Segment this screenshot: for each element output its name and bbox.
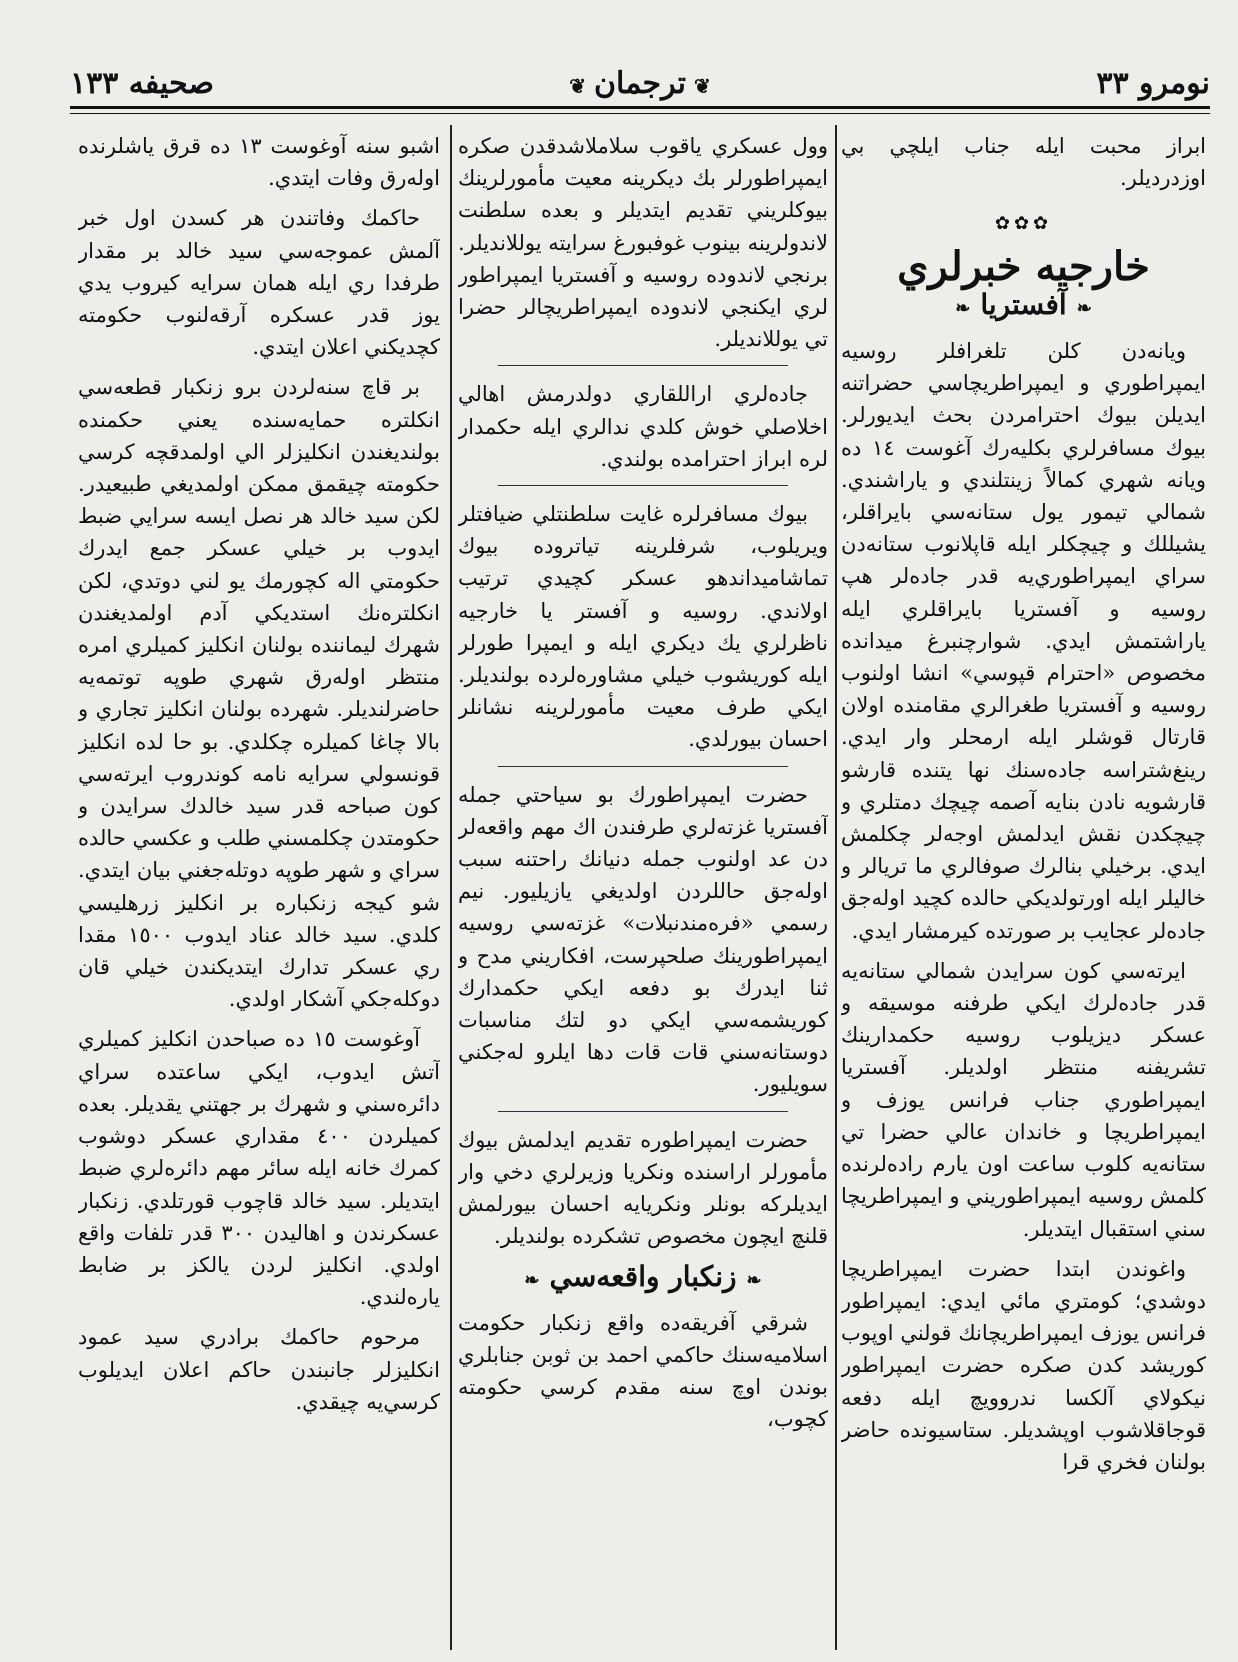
column-divider [835,125,837,1650]
article-paragraph: آوغوست ١٥ ده صباحدن انكليز كميلري آتش ايدوب، ايكي ساعتده سراي دائره‌سني و شهرك بر جهتني يقديلر. بعده كميلردن ٤٠٠ مقداري عسكر دوشوب كمرك خانه ايله سائر مهم دائره‌لري ضبط ايتديلر. سيد خالد قاچوب قورتلدي. زنكبار عسكرندن و اهاليدن ٣٠٠ قدر تلفات واقع اولدي. انكليز لردن يالكز بر ضابط ياره‌لندي. [78,1027,440,1310]
middle-column [458,130,828,1650]
paragraph-separator [498,1111,788,1112]
ornament-icon: ❦ [569,74,587,98]
article-paragraph: حضرت ايمپراطوره تقديم ايدلمش بيوك مأمورلر اراسنده ونكريا وزيرلري دخي وار ايديلركه بونلر ونكريايه احسان بيورلمش قلنچ ايچون مخصوص تشكرده بولنديلر. [458,1127,828,1249]
issue-number: نومرو ٣٣ [1096,66,1210,101]
article-paragraph: وول عسكري ياقوب سلاملاشدقدن صكره ايمپراطورلر بك ديكرينه معيت مأمورلرينك بيوكلريني تقديم ايتديلر و بعده سلطنت لاندولرينه بينوب غوفبورغ سرايته يوللانديلر. برنجي لاندوده روسيه و آفستريا ايمپراطور لري ايكنجي لاندوده ايمپراطريچالر حضرا تي يوللانديلر. [458,134,828,352]
article-paragraph: جاده‌لري اراللقاري دولدرمش اهالي اخلاصلي خوش كلدي ندالري ايله حكمدار لره ابراز احترامده بولندي. [458,382,828,471]
article-paragraph: ويانه‌دن كلن تلغرافلر روسيه ايمپراطوري و ايمپراطريچاسي حضراتنه ايديلن بيوك احترامردن بحث ايديورلر. بيوك مسافرلري بكليه‌رك آغوست ١٤ ده ويانه شهري كمالاً زينتلندي و ياراشندي. شمالي تيمور يول ستانه‌سي بايراقلر، يشيللك و چيچكلر ايله قا‌پلانوب ستانه‌دن سراي ايمپراطوري‌يه قدر جاده‌لر هپ روسيه و آفستريا بايراقلري ايله ياراشتمش ايدي. شوارچنبرغ ميدانده مخصوص «احترام قپوسي» انشا اولنوب روسيه و آفستريا طغرالري مقامنده اولان قارتال قوشلر ايله ارمحلر وار ايدي. رينغ‌شتراسه جاده‌سنك نها يتنده قارشو قارشويه نادن بنايه آصمه چيچك دمتلري و چيچكدن نقش ايدلمش اوجه‌لر چكلمش ايدي. برخيلي بنالرك صوفالري ما تريالر و خاليلر ايله اورتولديكي حالده كچيد اوله‌جق جاده‌لر عجايب بر صورتده كيرمشار ايدي. [841,339,1206,943]
article-paragraph: بر قاچ سنه‌لردن برو زنكبار قطعه‌سي انكلتره حمايه‌سنده يعني حكمنده بولنديغندن انكليزلر الي اولمدقچه كرسي حكومته چيقمق ممكن اولمديغي طبيعيدر. لكن سيد خالد هر نصل ايسه سرايي ضبط ايدوب بر خيلي عسكر جمع ايدرك حكومتي اله كچورمك يو لني دوتدي، لكن انكلتره‌نك استديكي آدم اولمديغندن شهرك ليماننده بولنان انكليز كميلري امره منتظر اوله‌رق شهري طوپه توتمه‌يه حاضرلنديلر. شهرده بولنان انكليز تجاري و بالا چاغا كميلره چكلدي. بو حا لده انكليز قونسولي سرايه نامه كوندروب ايرته‌سي كون صباحه قدر سيد خالدك سرايدن و حكومتدن چكلمسني طلب و عكسي حالده سراي و شهر طوپه دوتله‌جغني بيان ايتدي. شو كيجه زنكباره بر انكليز زرهليسي كلدي. سيد خالد عناد ايدوب ١٥٠٠ مقدا ري عسكر تدارك ايتديكندن خيلي قان دو‌كله‌جكي آشكار اولدي. [78,375,440,1012]
paragraph-separator [498,365,788,366]
ornament-icon: ❧ [746,1269,762,1291]
page-number: صحيفه ١٣٣ [70,66,214,101]
article-paragraph: شرقي آفريقه‌ده واقع زنكبار حكومت اسلاميه‌سنك حاكمي احمد بن ثوبن جنابلري بوندن اوچ سنه مقدم كرسي حكومته كچوب، [458,1310,828,1432]
article-paragraph: ايرته‌سي كون سرايدن شمالي ستانه‌يه قدر جاده‌لرك ايكي طرفنه موسيقه و عسكر ديزيلوب روسيه حكمدارينك تشريفنه منتظر اولديلر. آفستريا ايمپراطوري جناب فرانس يوزف و ايمپراطريچا و خاندان عالي حضرا تي ستانه‌يه كلوب ساعت اون يارم راده‌لرنده كلمش روسيه ايمپراطوريني و ايمپراطريچا سني استقبال ايتديلر. [841,958,1206,1241]
left-column [78,130,440,1650]
newspaper-title [561,66,719,101]
ornament-icon: ❧ [955,297,971,319]
column-divider [450,125,452,1650]
header-rule-thin [70,113,1210,114]
subsection-title-text: زنكبار واقعه‌سي [549,1259,737,1293]
article-paragraph: واغوندن ابتدا حضرت ايمپراطريچا دو‌شدي؛ كومتري مائي ايدي: ايمپراطور فرانس يوزف ايمپراطريچانك قولني اوپوب كوريشد كدن صكره حضرت ايمپراطور نيكولاي آلكسا ندروويچ ايله دفعه قوجاقلاشوب او‌پشديلر. ستاسيونده حاضر بولنان فخري قرا [841,1256,1206,1474]
intro-text: ابراز محبت ايله جناب ايلچي بي اوزدرديلر. [841,134,1206,191]
article-paragraph: بيوك مسافرلره غايت سلطنتلي ضيافتلر ويريلوب، شرفلرينه تياتروده بيوك تماشاميداندهو عسكر كچيدي ترتيب اولاندي. روسيه و آفستر يا خارجيه ناظرلري يك ديكري ايله و ايمپرا طورلر ايله كوريشوب خيلي مشاوره‌لرده بولنديلر. ايكي طرف معيت مأمورلرينه نشانلر احسان بيورلدي. [458,502,828,752]
article-paragraph: حاكمك وفاتندن هر كسدن اول خبر آلمش عموجه‌سي سيد خالد بر مقدار طرفدا ري ايله همان سرايه كيروب يدي يوز قدر عسكره آرقه‌لنوب حكومته كچديكني اعلان ايتدي. [78,206,440,360]
ornament-icon: ❦ [693,74,711,98]
paragraph-separator [498,766,788,767]
section-title: خارجيه خبرلري [897,242,1150,290]
ornament-divider: ✿✿✿ [994,213,1053,235]
article-paragraph: حضرت ايمپراطورك بو سياحتي جمله آفستريا غزته‌لري طرفندن اك مهم واقعه‌لر دن عد اولنوب جمله دنيانك راحتنه سبب اوله‌جق حاللردن اولديغي يازيليور. نيم رسمي «فره‌مندنبلات» غزته‌سي روسيه ايمپراطورينك صلحپرست، افكاريني مدح و ثنا ايدرك بو دفعه ايكي حكمدارك كوريشمه‌سي ايكي دو لتك مناسبات دوستانه‌سني قات قات دها ايلرو له‌جكني سويليور. [458,782,828,1097]
ornament-icon: ❧ [1076,297,1092,319]
subsection-title [458,1261,828,1297]
header-rule [70,106,1210,109]
newspaper-title-text: ترجمان [594,66,686,101]
paragraph-separator [498,485,788,486]
masthead [70,62,1210,110]
ornament-icon: ❧ [524,1269,540,1291]
right-column [841,130,1206,1650]
article-paragraph: مرحوم حاكمك برادري سيد عمود انكليزلر جانبندن حاكم اعلان ايديلوب كرسي‌يه چيقدي. [78,1325,440,1414]
subsection-title [841,289,1206,325]
subsection-title-text: آفستريا [980,287,1067,321]
article-paragraph: اشبو سنه آوغوست ١٣ ده قرق ياشلرنده اوله‌رق وفات ايتدي. [78,134,440,191]
